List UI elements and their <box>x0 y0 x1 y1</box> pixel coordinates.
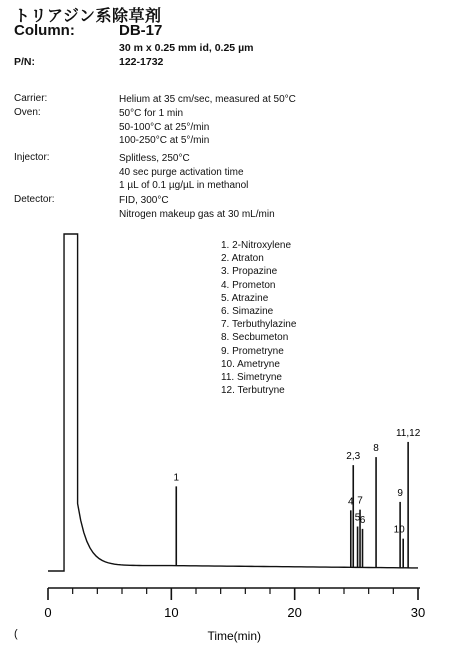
legend-item: 9. Prometryne <box>221 345 284 357</box>
legend-item: 2. Atraton <box>221 253 264 265</box>
x-tick-label: 30 <box>410 605 426 620</box>
peak-label: 5 <box>354 512 361 524</box>
injector-line: 1 µL of 0.1 µg/µL in methanol <box>119 180 249 191</box>
peak-label: 9 <box>397 487 403 499</box>
x-tick-label: 10 <box>164 605 179 620</box>
detector-line: FID, 300°C <box>119 195 169 206</box>
legend-item: 5. Atrazine <box>221 292 269 304</box>
peak-label: 11,12 <box>395 427 421 439</box>
peak-label: 2,3 <box>346 451 361 463</box>
stray-mark: ( <box>14 628 18 640</box>
peak-label: 8 <box>373 443 379 455</box>
detector-line: Nitrogen makeup gas at 30 mL/min <box>119 208 275 220</box>
injector-line: 40 sec purge activation time <box>119 166 244 178</box>
legend-item: 1. 2-Nitroxylene <box>221 240 292 251</box>
page-title: トリアジン系除草剤 <box>14 6 162 25</box>
legend-item: 10. Ametryne <box>221 358 280 370</box>
part-number-value: 122-1732 <box>119 56 164 68</box>
oven-label: Oven: <box>14 107 41 118</box>
legend-item: 11. Simetryne <box>221 372 282 384</box>
legend-item: 4. Prometon <box>221 279 276 291</box>
detector-label: Detector: <box>14 194 55 205</box>
column-value: DB-17 <box>119 22 163 39</box>
peak-label: 1 <box>173 472 180 484</box>
peak-label: 7 <box>357 495 363 507</box>
peak-label: 4 <box>348 496 354 508</box>
oven-line: 50°C for 1 min <box>119 108 184 119</box>
legend-item: 12. Terbutryne <box>221 385 285 397</box>
injector-line: Splitless, 250°C <box>119 153 190 164</box>
oven-line: 50-100°C at 25°/min <box>119 121 210 133</box>
legend-item: 8. Secbumeton <box>221 332 289 344</box>
legend-item: 7. Terbuthylazine <box>221 319 297 331</box>
carrier-line: Helium at 35 cm/sec, measured at 50°C <box>119 94 296 105</box>
oven-line: 100-250°C at 5°/min <box>119 135 210 146</box>
peak-label: 6 <box>359 514 366 526</box>
x-axis-label: Time(min) <box>207 629 262 643</box>
column-label: Column: <box>14 22 75 39</box>
x-tick-label: 0 <box>44 605 52 620</box>
carrier-label: Carrier: <box>14 93 48 104</box>
injector-label: Injector: <box>14 152 50 163</box>
legend-item: 6. Simazine <box>221 306 274 318</box>
x-tick-label: 20 <box>287 605 302 620</box>
part-number-label: P/N: <box>14 56 35 68</box>
column-dimensions: 30 m x 0.25 mm id, 0.25 µm <box>119 42 254 54</box>
peak-label: 10 <box>393 524 405 536</box>
legend-item: 3. Propazine <box>221 266 278 278</box>
